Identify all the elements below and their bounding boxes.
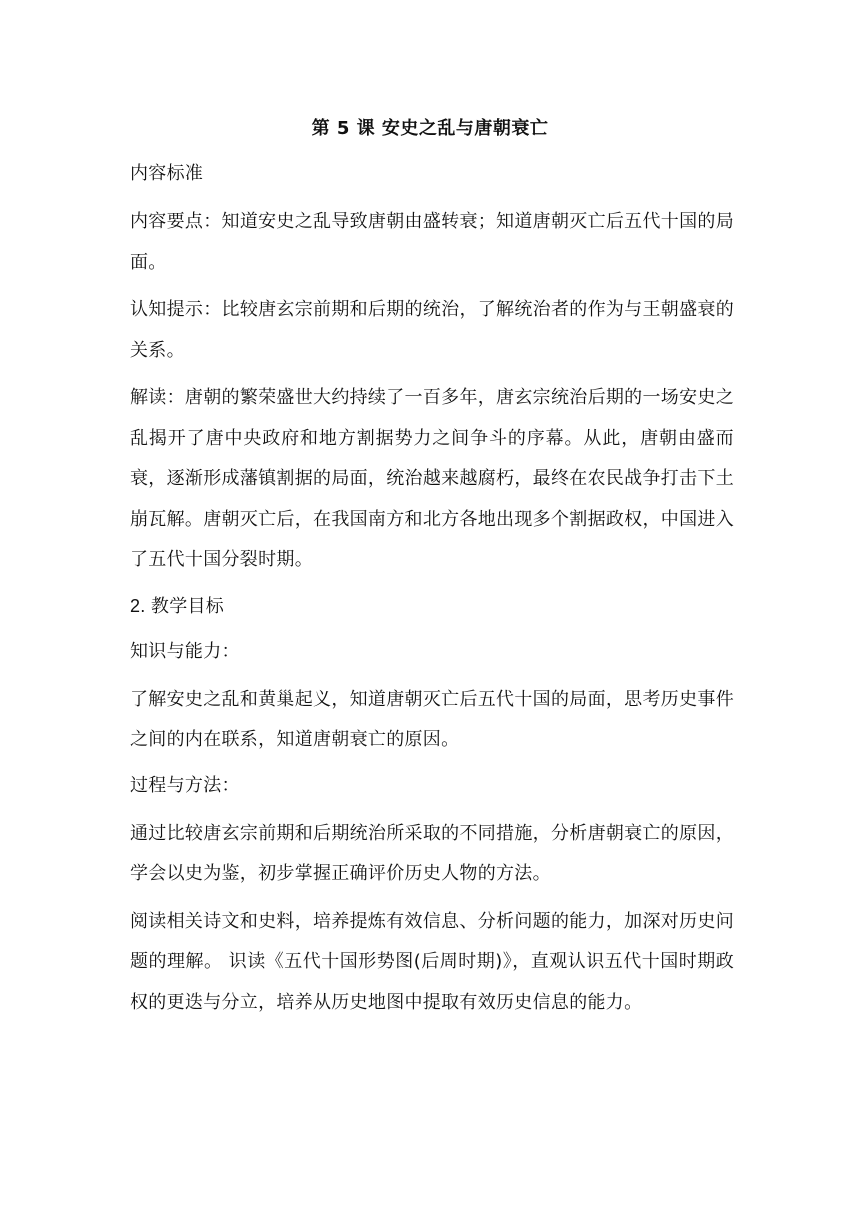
paragraph-cognitive-tips: 认知提示：比较唐玄宗前期和后期的统治，了解统治者的作为与王朝盛衰的关系。 (130, 299, 734, 361)
lesson-title: 第 5 课 安史之乱与唐朝衰亡 (311, 118, 549, 139)
paragraph-interpretation: 解读：唐朝的繁荣盛世大约持续了一百多年，唐玄宗统治后期的一场安史之乱揭开了唐中央政府和地方割据势力之间争斗的序幕。从此，唐朝由盛而衰，逐渐形成藩镇割据的局面，统治越来越腐朽，最终在农民战争打击下土崩瓦解。唐朝灭亡后，在我国南方和北方各地出现多个割据政权，中国进入了五代十国分裂时期。 (130, 387, 734, 570)
section-heading-content-standard: 内容标准 (130, 163, 204, 184)
section-heading-teaching-goals: 2. 教学目标 (130, 595, 225, 616)
subheading-knowledge-ability: 知识与能力： (130, 640, 240, 662)
subheading-process-method: 过程与方法： (130, 774, 240, 796)
paragraph-reading-materials: 阅读相关诗文和史料，培养提炼有效信息、分析问题的能力，加深对历史问题的理解。 识读《五代十国形势图(后周时期)》，直观认识五代十国时期政权的更迭与分立，培养从历史地图中提取有效历史信息的能力。 (130, 910, 734, 1013)
document-body (130, 156, 734, 1030)
paragraph-content-points: 内容要点：知道安史之乱导致唐朝由盛转衰；知道唐朝灭亡后五代十国的局面。 (130, 211, 734, 273)
paragraph-knowledge-ability: 了解安史之乱和黄巢起义，知道唐朝灭亡后五代十国的局面，思考历史事件之间的内在联系，知道唐朝衰亡的原因。 (130, 688, 734, 750)
paragraph-process-method: 通过比较唐玄宗前期和后期统治所采取的不同措施，分析唐朝衰亡的原因，学会以史为鉴，初步掌握正确评价历史人物的方法。 (130, 822, 734, 884)
